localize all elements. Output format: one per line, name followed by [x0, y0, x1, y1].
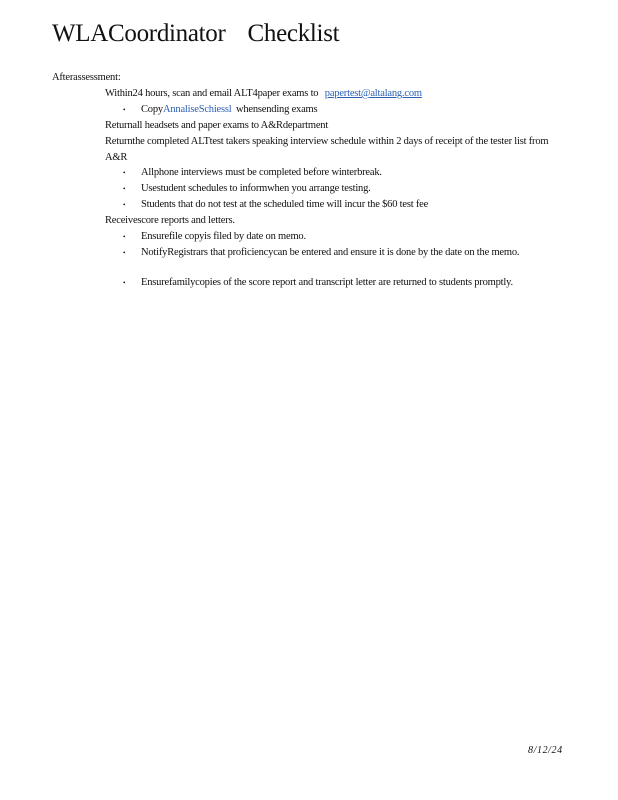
- bullet-glyph: •: [123, 169, 126, 177]
- list-item: Students that do not test at the scheduled time will incur the $60 test fee: [141, 199, 429, 210]
- list-item: Allphone interviews must be completed before winterbreak.: [141, 167, 382, 178]
- page-title: [52, 18, 339, 50]
- bullet-glyph: •: [123, 201, 126, 209]
- within-text: Within24 hours, scan and email ALT4paper exams to: [105, 88, 319, 99]
- list-item: NotifyRegistrars that proficiencycan be entered and ensure it is done by the date on the memo.: [141, 247, 520, 258]
- section-heading: Afterassessment:: [52, 72, 121, 83]
- bullet-glyph: •: [123, 279, 126, 287]
- list-item: [105, 86, 422, 102]
- copy-prefix: Copy: [141, 104, 163, 115]
- footer-date: 8/12/24: [528, 745, 563, 756]
- bullet-glyph: •: [123, 185, 126, 193]
- bullet-glyph: •: [123, 233, 126, 241]
- list-item: Ensurefile copyis filed by date on memo.: [141, 231, 306, 242]
- list-item: Returnall headsets and paper exams to A&Rdepartment: [105, 120, 329, 131]
- list-item: Ensurefamilycopies of the score report and transcript letter are returned to students promptly.: [141, 277, 513, 288]
- title-part-2: Checklist: [247, 20, 340, 47]
- bullet-glyph: •: [123, 249, 126, 257]
- contact-name: AnnaliseSchiessl: [162, 104, 232, 115]
- email-link[interactable]: papertest@altalang.com: [324, 88, 422, 99]
- list-item: [141, 102, 317, 118]
- title-part-1: WLACoordinator: [52, 20, 226, 47]
- list-item: Usestudent schedules to informwhen you arrange testing.: [141, 183, 371, 194]
- bullet-glyph: •: [123, 106, 126, 114]
- copy-suffix: whensending exams: [235, 104, 318, 115]
- list-item: Receivescore reports and letters.: [105, 215, 235, 226]
- list-item: Returnthe completed ALTtest takers speaking interview schedule within 2 days of receipt of the tester list from A&R: [105, 136, 549, 163]
